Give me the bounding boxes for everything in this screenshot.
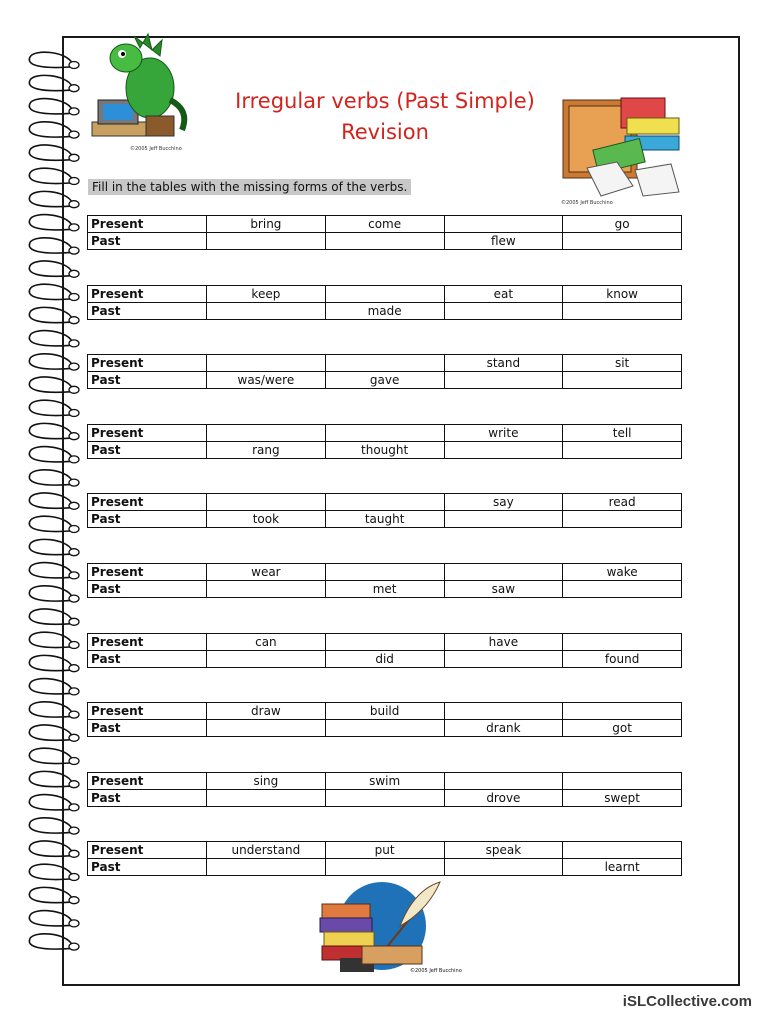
blank-verb-cell[interactable]: [444, 511, 563, 528]
spiral-hole: [69, 572, 79, 579]
past-row: [88, 511, 682, 528]
clipart-credit-2: ©2005 Jeff Bucchino: [561, 200, 613, 206]
spiral-hole: [69, 502, 79, 509]
spiral-hole: [69, 595, 79, 602]
verb-table: [87, 633, 682, 668]
past-row: [88, 789, 682, 806]
spiral-hole: [69, 688, 79, 695]
verb-table: [87, 563, 682, 598]
book-pile-clipart: [555, 92, 685, 207]
blank-verb-cell[interactable]: [563, 772, 682, 789]
blank-verb-cell[interactable]: [444, 564, 563, 581]
past-label: Past: [88, 859, 207, 876]
verb-cell: write: [444, 424, 563, 441]
verb-cell: say: [444, 494, 563, 511]
blank-verb-cell[interactable]: [444, 772, 563, 789]
verb-cell: drank: [444, 720, 563, 737]
blank-verb-cell[interactable]: [444, 441, 563, 458]
spiral-hole: [69, 711, 79, 718]
spiral-hole: [69, 131, 79, 138]
past-label: Past: [88, 302, 207, 319]
verb-cell: bring: [207, 216, 326, 233]
present-label: Present: [88, 424, 207, 441]
blank-verb-cell[interactable]: [207, 302, 326, 319]
spiral-loop: [29, 331, 72, 346]
past-label: Past: [88, 372, 207, 389]
spiral-loop: [29, 702, 72, 717]
spiral-hole: [69, 943, 79, 950]
spiral-loop: [29, 725, 72, 740]
title-line-1: Irregular verbs (Past Simple): [235, 89, 535, 113]
present-row: [88, 424, 682, 441]
verb-cell: got: [563, 720, 682, 737]
blank-verb-cell[interactable]: [325, 859, 444, 876]
spiral-loop: [29, 679, 72, 694]
verb-cell: draw: [207, 703, 326, 720]
present-row: [88, 772, 682, 789]
blank-verb-cell[interactable]: [207, 233, 326, 250]
present-label: Present: [88, 564, 207, 581]
verb-cell: stand: [444, 355, 563, 372]
spiral-hole: [69, 294, 79, 301]
spiral-hole: [69, 247, 79, 254]
spiral-loop: [29, 215, 72, 230]
spiral-loop: [29, 470, 72, 485]
spiral-loop: [29, 354, 72, 369]
blank-verb-cell[interactable]: [563, 372, 682, 389]
blank-verb-cell[interactable]: [325, 355, 444, 372]
blank-verb-cell[interactable]: [444, 302, 563, 319]
verb-cell: wake: [563, 564, 682, 581]
blank-verb-cell[interactable]: [563, 511, 682, 528]
verb-cell: took: [207, 511, 326, 528]
present-label: Present: [88, 772, 207, 789]
spiral-loop: [29, 609, 72, 624]
past-label: Past: [88, 650, 207, 667]
present-label: Present: [88, 842, 207, 859]
spiral-loop: [29, 168, 72, 183]
spiral-loop: [29, 864, 72, 879]
past-row: [88, 650, 682, 667]
spiral-loop: [29, 423, 72, 438]
verb-cell: have: [444, 633, 563, 650]
blank-verb-cell[interactable]: [325, 285, 444, 302]
spiral-hole: [69, 433, 79, 440]
verb-table: [87, 215, 682, 250]
blank-verb-cell[interactable]: [325, 720, 444, 737]
spiral-hole: [69, 386, 79, 393]
present-label: Present: [88, 355, 207, 372]
present-row: [88, 355, 682, 372]
present-row: [88, 494, 682, 511]
spiral-hole: [69, 827, 79, 834]
verb-table: [87, 841, 682, 876]
verb-cell: flew: [444, 233, 563, 250]
spiral-loop: [29, 145, 72, 160]
verb-cell: drove: [444, 789, 563, 806]
spiral-hole: [69, 178, 79, 185]
past-row: [88, 581, 682, 598]
spiral-loop: [29, 911, 72, 926]
blank-verb-cell[interactable]: [563, 441, 682, 458]
blank-verb-cell[interactable]: [325, 633, 444, 650]
verb-cell: swept: [563, 789, 682, 806]
present-label: Present: [88, 285, 207, 302]
spiral-loop: [29, 238, 72, 253]
verb-cell: can: [207, 633, 326, 650]
blank-verb-cell[interactable]: [207, 720, 326, 737]
verb-table: [87, 702, 682, 737]
present-row: [88, 633, 682, 650]
instruction-text: Fill in the tables with the missing forms of the verbs.: [88, 179, 411, 195]
spiral-hole: [69, 154, 79, 161]
spiral-hole: [69, 62, 79, 69]
spiral-loop: [29, 934, 72, 949]
spiral-hole: [69, 317, 79, 324]
spiral-loop: [29, 493, 72, 508]
spiral-loop: [29, 841, 72, 856]
verb-cell: saw: [444, 581, 563, 598]
spiral-hole: [69, 456, 79, 463]
blank-verb-cell[interactable]: [325, 564, 444, 581]
past-label: Past: [88, 720, 207, 737]
spiral-hole: [69, 850, 79, 857]
title-line-2: Revision: [341, 120, 429, 144]
verb-cell: understand: [207, 842, 326, 859]
verb-cell: know: [563, 285, 682, 302]
spiral-hole: [69, 201, 79, 208]
spiral-loop: [29, 75, 72, 90]
spiral-hole: [69, 758, 79, 765]
spiral-hole: [69, 526, 79, 533]
present-label: Present: [88, 216, 207, 233]
present-row: [88, 285, 682, 302]
verb-cell: taught: [325, 511, 444, 528]
verb-cell: sing: [207, 772, 326, 789]
past-row: [88, 859, 682, 876]
spiral-hole: [69, 224, 79, 231]
spiral-hole: [69, 734, 79, 741]
verb-cell: come: [325, 216, 444, 233]
present-label: Present: [88, 703, 207, 720]
spiral-loop: [29, 400, 72, 415]
blank-verb-cell[interactable]: [325, 494, 444, 511]
past-label: Past: [88, 789, 207, 806]
spiral-loop: [29, 563, 72, 578]
spiral-loop: [29, 655, 72, 670]
verb-table: [87, 354, 682, 389]
verb-cell: thought: [325, 441, 444, 458]
books-quill-clipart: [318, 880, 462, 976]
spiral-loop: [29, 284, 72, 299]
verb-cell: tell: [563, 424, 682, 441]
spiral-hole: [69, 804, 79, 811]
past-row: [88, 720, 682, 737]
spiral-loop: [29, 818, 72, 833]
verb-cell: go: [563, 216, 682, 233]
blank-verb-cell[interactable]: [207, 424, 326, 441]
spiral-loop: [29, 586, 72, 601]
clipart-credit-3: ©2005 Jeff Bucchino: [410, 968, 462, 974]
spiral-loop: [29, 795, 72, 810]
blank-verb-cell[interactable]: [207, 355, 326, 372]
spiral-hole: [69, 85, 79, 92]
verb-cell: keep: [207, 285, 326, 302]
verb-cell: was/were: [207, 372, 326, 389]
verb-cell: did: [325, 650, 444, 667]
blank-verb-cell[interactable]: [563, 633, 682, 650]
blank-verb-cell[interactable]: [444, 216, 563, 233]
spiral-hole: [69, 270, 79, 277]
past-label: Past: [88, 441, 207, 458]
spiral-hole: [69, 410, 79, 417]
present-label: Present: [88, 494, 207, 511]
spiral-hole: [69, 781, 79, 788]
blank-verb-cell[interactable]: [444, 372, 563, 389]
blank-verb-cell[interactable]: [444, 650, 563, 667]
verb-cell: eat: [444, 285, 563, 302]
spiral-binding: [0, 0, 100, 1000]
spiral-loop: [29, 377, 72, 392]
blank-verb-cell[interactable]: [563, 581, 682, 598]
verb-cell: read: [563, 494, 682, 511]
blank-verb-cell[interactable]: [207, 789, 326, 806]
spiral-loop: [29, 261, 72, 276]
verb-cell: rang: [207, 441, 326, 458]
blank-verb-cell[interactable]: [563, 842, 682, 859]
past-label: Past: [88, 511, 207, 528]
spiral-loop: [29, 191, 72, 206]
verb-cell: made: [325, 302, 444, 319]
spiral-loop: [29, 307, 72, 322]
spiral-hole: [69, 874, 79, 881]
verb-cell: sit: [563, 355, 682, 372]
verb-cell: swim: [325, 772, 444, 789]
verb-table: [87, 493, 682, 528]
blank-verb-cell[interactable]: [325, 789, 444, 806]
clipart-credit-1: ©2005 Jeff Bucchino: [130, 146, 182, 152]
spiral-loop: [29, 99, 72, 114]
spiral-hole: [69, 642, 79, 649]
spiral-hole: [69, 363, 79, 370]
present-row: [88, 564, 682, 581]
spiral-loop: [29, 447, 72, 462]
spiral-hole: [69, 618, 79, 625]
blank-verb-cell[interactable]: [207, 650, 326, 667]
spiral-loop: [29, 539, 72, 554]
blank-verb-cell[interactable]: [207, 581, 326, 598]
blank-verb-cell[interactable]: [207, 859, 326, 876]
verb-table: [87, 424, 682, 459]
blank-verb-cell[interactable]: [444, 859, 563, 876]
blank-verb-cell[interactable]: [563, 703, 682, 720]
spiral-loop: [29, 52, 72, 67]
blank-verb-cell[interactable]: [325, 424, 444, 441]
past-row: [88, 441, 682, 458]
spiral-loop: [29, 516, 72, 531]
spiral-loop: [29, 632, 72, 647]
site-watermark: iSLCollective.com: [622, 993, 752, 1010]
verb-table: [87, 772, 682, 807]
past-row: [88, 302, 682, 319]
past-label: Past: [88, 581, 207, 598]
spiral-hole: [69, 340, 79, 347]
spiral-hole: [69, 108, 79, 115]
present-row: [88, 216, 682, 233]
past-row: [88, 372, 682, 389]
blank-verb-cell[interactable]: [444, 703, 563, 720]
blank-verb-cell[interactable]: [563, 302, 682, 319]
verb-cell: build: [325, 703, 444, 720]
verb-cell: found: [563, 650, 682, 667]
spiral-loop: [29, 887, 72, 902]
verb-cell: put: [325, 842, 444, 859]
present-row: [88, 703, 682, 720]
spiral-loop: [29, 122, 72, 137]
past-label: Past: [88, 233, 207, 250]
blank-verb-cell[interactable]: [207, 494, 326, 511]
past-row: [88, 233, 682, 250]
present-row: [88, 842, 682, 859]
spiral-loop: [29, 771, 72, 786]
blank-verb-cell[interactable]: [325, 233, 444, 250]
verb-cell: speak: [444, 842, 563, 859]
verb-table: [87, 285, 682, 320]
spiral-loop: [29, 748, 72, 763]
verb-cell: wear: [207, 564, 326, 581]
spiral-hole: [69, 920, 79, 927]
spiral-hole: [69, 665, 79, 672]
present-label: Present: [88, 633, 207, 650]
page-title: [180, 86, 590, 148]
verb-cell: met: [325, 581, 444, 598]
spiral-hole: [69, 897, 79, 904]
spiral-hole: [69, 549, 79, 556]
blank-verb-cell[interactable]: [563, 233, 682, 250]
spiral-hole: [69, 479, 79, 486]
verb-cell: learnt: [563, 859, 682, 876]
verb-cell: gave: [325, 372, 444, 389]
